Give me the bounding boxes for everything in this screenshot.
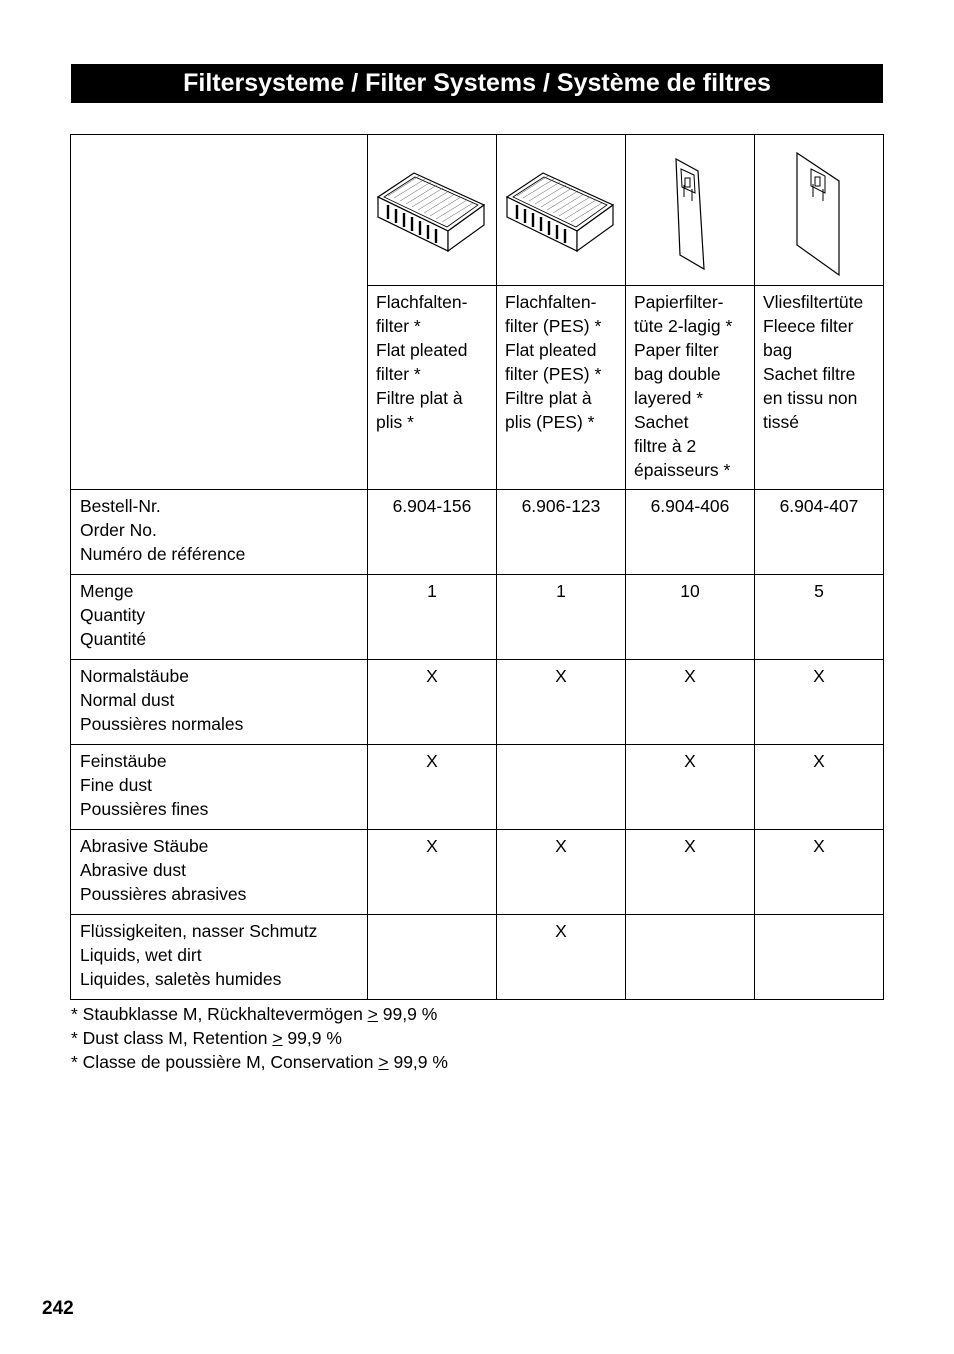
- paper-filter-bag-icon: [626, 135, 754, 285]
- product-name-cell: [626, 286, 755, 490]
- suitability-mark: [626, 915, 754, 919]
- row-label-quantity: Menge Quantity Quantité: [80, 581, 147, 649]
- quantity-value: 5: [814, 581, 824, 601]
- product-image-cell: [755, 135, 884, 286]
- suitability-mark: X: [426, 751, 438, 771]
- greater-equal-symbol: >: [367, 1004, 378, 1024]
- table-cell: [368, 745, 497, 830]
- greater-equal-symbol: >: [378, 1052, 389, 1072]
- suitability-mark: X: [813, 836, 825, 856]
- footnote-fr: [71, 1050, 448, 1074]
- table-row: [71, 575, 884, 660]
- suitability-mark: X: [426, 666, 438, 686]
- page-number: 242: [42, 1298, 74, 1319]
- row-label-cell: [71, 490, 368, 575]
- row-label-liquids: Flüssigkeiten, nasser Schmutz Liquids, wet dirt Liquides, saletès humides: [80, 921, 318, 989]
- table-cell: [755, 575, 884, 660]
- order-number: 6.904-406: [650, 496, 730, 516]
- flat-pleated-filter-icon: [368, 135, 496, 285]
- greater-equal-symbol: >: [272, 1028, 283, 1048]
- table-cell: [626, 915, 755, 1000]
- quantity-value: 1: [427, 581, 437, 601]
- product-name-cell: [497, 286, 626, 490]
- suitability-mark: X: [813, 751, 825, 771]
- table-row: [71, 745, 884, 830]
- product-name-cell: [368, 286, 497, 490]
- footnote-en: [71, 1026, 342, 1050]
- row-label-cell: [71, 660, 368, 745]
- table-cell: [755, 660, 884, 745]
- suitability-mark: X: [684, 751, 696, 771]
- page-title: Filtersysteme / Filter Systems / Système de filtres: [71, 64, 883, 103]
- table-cell: [497, 575, 626, 660]
- row-label-fine-dust: Feinstäube Fine dust Poussières fines: [80, 751, 209, 819]
- table-cell: [626, 575, 755, 660]
- suitability-mark: X: [555, 836, 567, 856]
- suitability-mark: X: [684, 836, 696, 856]
- suitability-mark: [755, 915, 883, 919]
- footnote-de: [71, 1002, 437, 1026]
- row-label-cell: [71, 915, 368, 1000]
- table-row: [71, 915, 884, 1000]
- row-label-cell: [71, 575, 368, 660]
- table-row: [71, 660, 884, 745]
- footnote-value: 99,9 %: [377, 1004, 438, 1024]
- table-cell: [755, 830, 884, 915]
- suitability-mark: X: [813, 666, 825, 686]
- table-cell: [755, 915, 884, 1000]
- footnote-value: 99,9 %: [388, 1052, 448, 1072]
- table-cell: [755, 745, 884, 830]
- order-number: 6.904-156: [392, 496, 472, 516]
- table-cell: [497, 745, 626, 830]
- row-label-cell: [71, 830, 368, 915]
- table-cell: [368, 830, 497, 915]
- table-cell: [626, 490, 755, 575]
- suitability-mark: X: [684, 666, 696, 686]
- table-cell: [626, 660, 755, 745]
- empty-corner-cell: [71, 135, 368, 490]
- table-cell: [497, 490, 626, 575]
- table-cell: [497, 660, 626, 745]
- flat-pleated-filter-icon: [497, 135, 625, 285]
- table-cell: [497, 915, 626, 1000]
- footnote-value: 99,9 %: [282, 1028, 342, 1048]
- table-cell: [368, 660, 497, 745]
- suitability-mark: X: [426, 836, 438, 856]
- product-name: Flachfalten- filter (PES) * Flat pleated filter (PES) * Filtre plat à plis (PES) *: [505, 292, 602, 432]
- product-image-cell: [626, 135, 755, 286]
- footnote-text: * Staubklasse M, Rückhaltevermögen: [71, 1004, 368, 1024]
- filter-table: [70, 134, 884, 1000]
- table-cell: [497, 830, 626, 915]
- product-image-cell: [497, 135, 626, 286]
- table-row: [71, 830, 884, 915]
- suitability-mark: X: [555, 921, 567, 941]
- suitability-mark: X: [555, 666, 567, 686]
- product-image-cell: [368, 135, 497, 286]
- row-label-order-no: Bestell-Nr. Order No. Numéro de référence: [80, 496, 246, 564]
- order-number: 6.904-407: [779, 496, 859, 516]
- product-name: Flachfalten- filter * Flat pleated filter * Filtre plat à plis *: [376, 292, 468, 432]
- order-number: 6.906-123: [521, 496, 601, 516]
- quantity-value: 10: [680, 581, 700, 601]
- quantity-value: 1: [556, 581, 566, 601]
- fleece-filter-bag-icon: [755, 135, 883, 285]
- product-name-cell: [755, 286, 884, 490]
- table-cell: [368, 490, 497, 575]
- suitability-mark: [497, 745, 625, 749]
- table-row: [71, 490, 884, 575]
- table-cell: [755, 490, 884, 575]
- table-cell: [368, 915, 497, 1000]
- row-label-normal-dust: Normalstäube Normal dust Poussières normales: [80, 666, 244, 734]
- footnote-text: * Dust class M, Retention: [71, 1028, 273, 1048]
- table-cell: [368, 575, 497, 660]
- footnote-text: * Classe de poussière M, Conservation: [71, 1052, 379, 1072]
- product-name: Papierfilter- tüte 2-lagig * Paper filter bag double layered * Sachet filtre à 2 épaisseurs *: [634, 292, 733, 480]
- table-cell: [626, 745, 755, 830]
- image-row: [71, 135, 884, 286]
- row-label-cell: [71, 745, 368, 830]
- suitability-mark: [368, 915, 496, 919]
- row-label-abrasive-dust: Abrasive Stäube Abrasive dust Poussières abrasives: [80, 836, 247, 904]
- product-name: Vliesfiltertüte Fleece filter bag Sachet filtre en tissu non tissé: [763, 292, 864, 432]
- table-cell: [626, 830, 755, 915]
